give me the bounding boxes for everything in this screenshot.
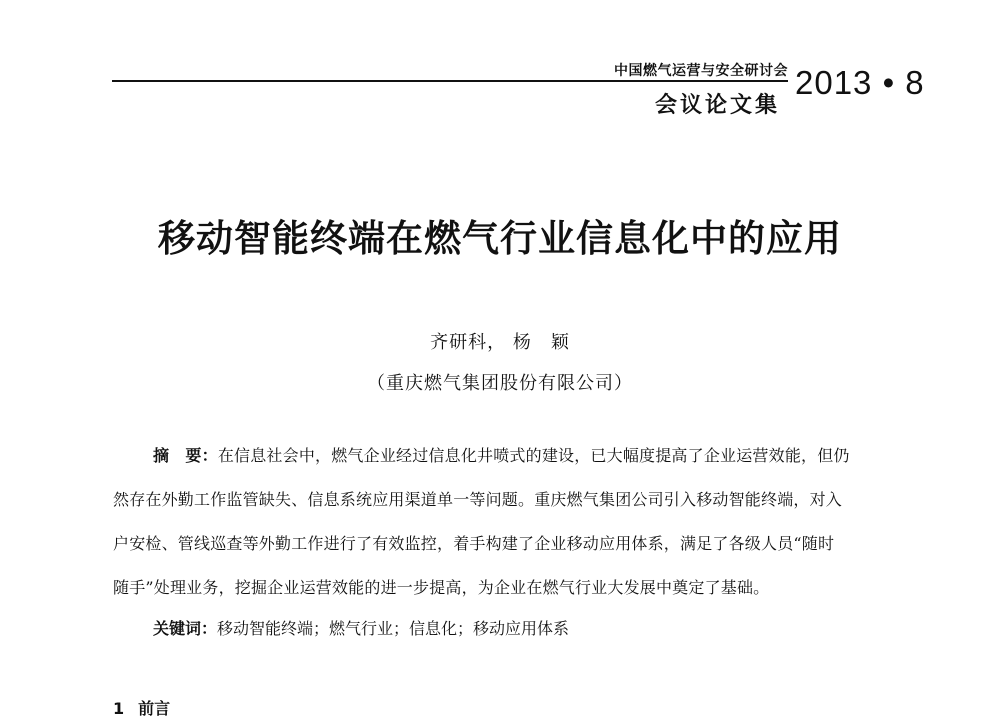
header-rule <box>112 80 788 82</box>
keywords-label: 关键词： <box>153 619 218 638</box>
paper-title: 移动智能终端在燃气行业信息化中的应用 <box>158 217 842 260</box>
abstract-line: 随手”处理业务，挖掘企业运营效能的进一步提高，为企业在燃气行业大发展中奠定了基础。 <box>113 578 770 597</box>
issue-date: 2013 • 8 <box>795 64 925 101</box>
keywords-text: 移动智能终端；燃气行业；信息化；移动应用体系 <box>217 619 570 638</box>
conference-name: 中国燃气运营与安全研讨会 <box>614 63 788 79</box>
proceedings-label: 会议论文集 <box>654 93 780 118</box>
abstract-label: 摘 要： <box>153 446 218 465</box>
keywords <box>153 616 569 639</box>
abstract-text: 在信息社会中，燃气企业经过信息化井喷式的建设，已大幅度提高了企业运营效能，但仍 <box>217 446 850 465</box>
authors: 齐研科， 杨 颖 <box>430 332 570 353</box>
affiliation: （重庆燃气集团股份有限公司） <box>367 373 633 394</box>
abstract-line: 户安检、管线巡查等外勤工作进行了有效监控，着手构建了企业移动应用体系，满足了各级人员“随时 <box>113 534 835 553</box>
section-heading <box>113 696 170 719</box>
section-number: 1 <box>113 699 125 718</box>
section-title: 前言 <box>138 699 171 718</box>
abstract-line: 然存在外勤工作监管缺失、信息系统应用渠道单一等问题。重庆燃气集团公司引入移动智能终端，对入 <box>113 490 843 509</box>
abstract-line <box>153 446 850 466</box>
